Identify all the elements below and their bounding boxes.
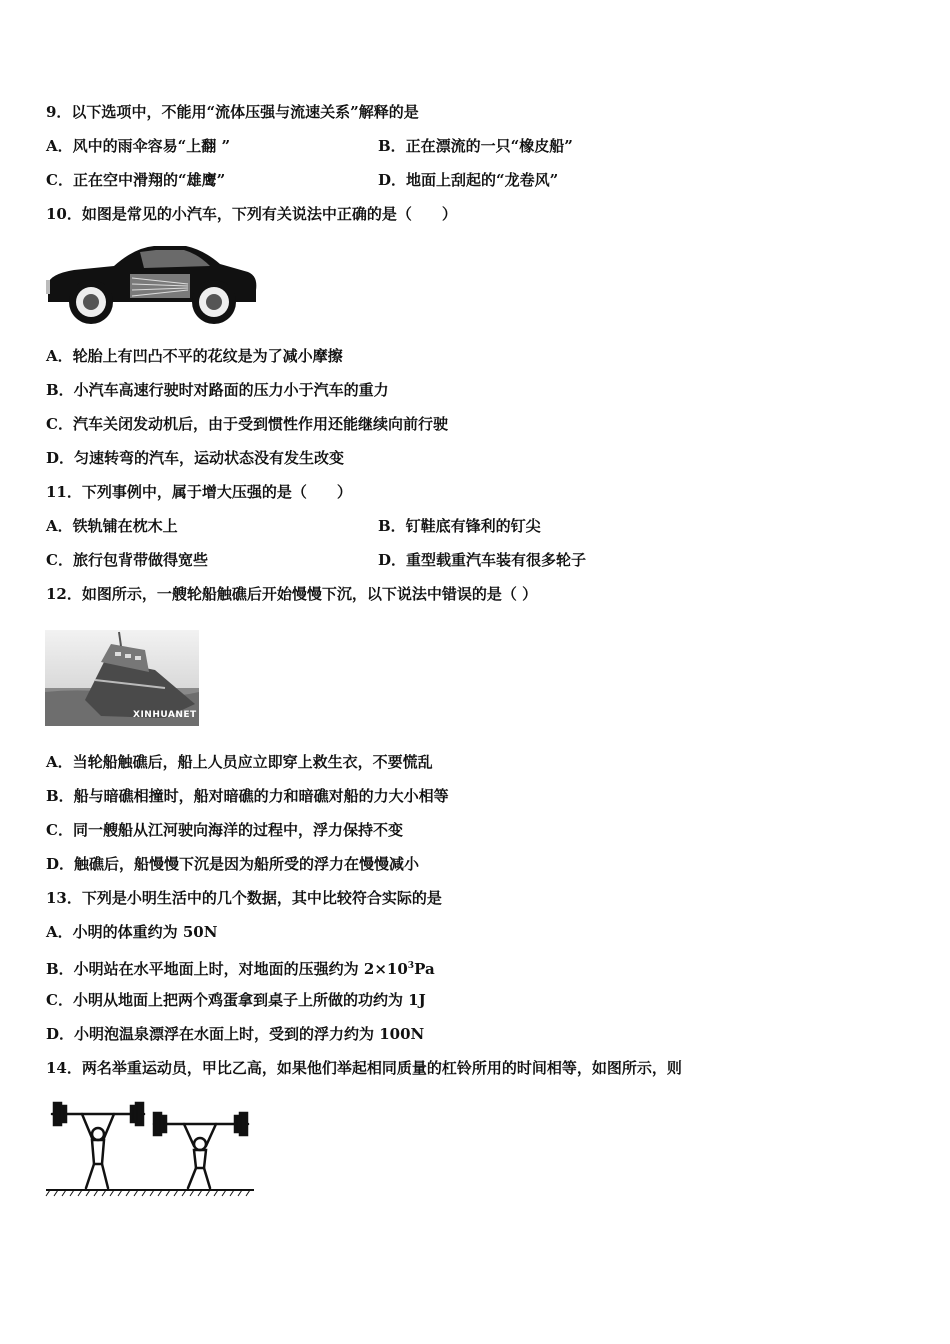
q13-option-c: C．小明从地面上把两个鸡蛋拿到桌子上所做的功约为 1J [46, 991, 426, 1009]
q13-option-b [46, 956, 435, 979]
q9-option-d: D．地面上刮起的“龙卷风” [378, 171, 559, 189]
q12-option-d: D．触礁后，船慢慢下沉是因为船所受的浮力在慢慢减小 [46, 855, 420, 873]
q13-option-d: D．小明泡温泉漂浮在水面上时，受到的浮力约为 100N [46, 1025, 425, 1043]
xinhuanet-watermark: XINHUANET [133, 710, 197, 720]
car-figure [44, 240, 260, 330]
q10-option-a: A．轮胎上有凹凸不平的花纹是为了减小摩擦 [46, 347, 343, 365]
weightlifters-figure [44, 1098, 258, 1198]
q10-stem: 10．如图是常见的小汽车，下列有关说法中正确的是（ ） [46, 205, 457, 223]
q10-option-b: B．小汽车高速行驶时对路面的压力小于汽车的重力 [46, 381, 389, 399]
q13-option-b-exponent: 3 [407, 961, 415, 971]
q9-stem: 9．以下选项中，不能用“流体压强与流速关系”解释的是 [46, 103, 419, 121]
q9-option-c: C．正在空中滑翔的“雄鹰” [46, 171, 226, 189]
q13-stem: 13．下列是小明生活中的几个数据，其中比较符合实际的是 [46, 889, 442, 907]
q13-option-b-text: B．小明站在水平地面上时，对地面的压强约为 2×10 [46, 960, 408, 978]
q12-option-b: B．船与暗礁相撞时，船对暗礁的力和暗礁对船的力大小相等 [46, 787, 449, 805]
q13-option-b-unit: Pa [414, 960, 435, 978]
sinking-ship-photo [45, 630, 199, 726]
q9-option-b: B．正在漂流的一只“橡皮船” [378, 137, 573, 155]
q11-option-a: A．铁轨铺在枕木上 [46, 517, 178, 535]
q14-stem: 14．两名举重运动员，甲比乙高，如果他们举起相同质量的杠铃所用的时间相等，如图所示，则 [46, 1059, 682, 1077]
q12-option-a: A．当轮船触礁后，船上人员应立即穿上救生衣，不要慌乱 [46, 753, 433, 771]
q9-option-a: A．风中的雨伞容易“上翻 ” [46, 137, 231, 155]
q12-option-c: C．同一艘船从江河驶向海洋的过程中，浮力保持不变 [46, 821, 403, 839]
q10-option-c: C．汽车关闭发动机后，由于受到惯性作用还能继续向前行驶 [46, 415, 448, 433]
q11-option-b: B．钉鞋底有锋利的钉尖 [378, 517, 541, 535]
q12-stem: 12．如图所示，一艘轮船触礁后开始慢慢下沉，以下说法中错误的是（ ） [46, 585, 538, 603]
q11-option-d: D．重型载重汽车装有很多轮子 [378, 551, 587, 569]
q11-stem: 11．下列事例中，属于增大压强的是（ ） [46, 483, 352, 501]
q13-option-a: A．小明的体重约为 50N [46, 923, 218, 941]
q10-option-d: D．匀速转弯的汽车，运动状态没有发生改变 [46, 449, 345, 467]
q11-option-c: C．旅行包背带做得宽些 [46, 551, 208, 569]
